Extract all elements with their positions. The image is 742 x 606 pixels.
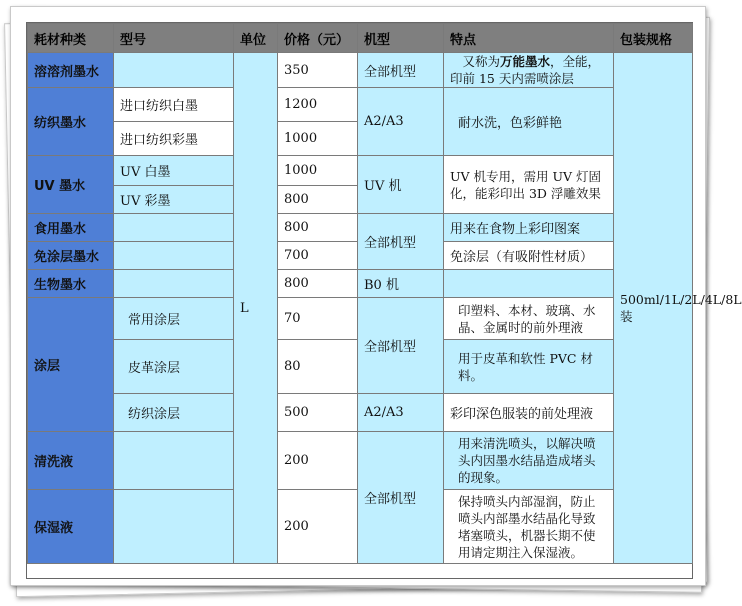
machine-cell: 全部机型 <box>358 432 444 564</box>
header-price: 价格（元） <box>278 24 358 53</box>
table-row <box>28 88 693 122</box>
model-cell <box>114 490 234 564</box>
price-cell: 700 <box>278 242 358 270</box>
model-cell <box>114 53 234 88</box>
model-cell: 进口纺织白墨 <box>114 88 234 122</box>
table-row <box>28 270 693 298</box>
category-cell: 食用墨水 <box>28 214 114 242</box>
category-cell: 免涂层墨水 <box>28 242 114 270</box>
category-cell: UV 墨水 <box>28 156 114 214</box>
model-cell: UV 彩墨 <box>114 186 234 214</box>
table-row <box>28 298 693 340</box>
price-cell: 350 <box>278 53 358 88</box>
table-row <box>28 214 693 242</box>
header-machine: 机型 <box>358 24 444 53</box>
category-cell: 涂层 <box>28 298 114 432</box>
price-cell: 70 <box>278 298 358 340</box>
price-cell: 1200 <box>278 88 358 122</box>
feature-cell: 耐水洗，色彩鲜艳 <box>444 88 614 156</box>
machine-cell: A2/A3 <box>358 88 444 156</box>
machine-cell: 全部机型 <box>358 298 444 394</box>
header-category: 耗材种类 <box>28 24 114 53</box>
category-cell: 溶溶剂墨水 <box>28 53 114 88</box>
feature-cell <box>444 53 614 88</box>
model-cell <box>114 270 234 298</box>
price-cell: 1000 <box>278 122 358 156</box>
table-header-row <box>28 24 693 53</box>
table-row <box>28 432 693 490</box>
feature-cell: UV 机专用，需用 UV 灯固化，能彩印出 3D 浮雕效果 <box>444 156 614 214</box>
price-cell: 800 <box>278 214 358 242</box>
price-cell: 500 <box>278 394 358 432</box>
machine-cell: UV 机 <box>358 156 444 214</box>
price-cell: 1000 <box>278 156 358 186</box>
machine-cell: B0 机 <box>358 270 444 298</box>
feature-text: 又称为 <box>462 54 501 69</box>
price-cell: 800 <box>278 270 358 298</box>
category-cell: 清洗液 <box>28 432 114 490</box>
feature-text: ，全能，印前 15 天内需喷涂层 <box>450 54 601 86</box>
feature-cell: 保持喷头内部湿润，防止喷头内部墨水结晶化导致堵塞喷头，机器长期不使用请定期注入保湿液。 <box>444 490 614 564</box>
model-cell <box>114 214 234 242</box>
price-cell: 80 <box>278 340 358 394</box>
feature-cell: 用来在食物上彩印图案 <box>444 214 614 242</box>
feature-cell <box>444 270 614 298</box>
model-cell <box>114 432 234 490</box>
machine-cell: A2/A3 <box>358 394 444 432</box>
category-cell: 纺织墨水 <box>28 88 114 156</box>
consumables-table-frame <box>26 22 742 579</box>
table-row <box>28 394 693 432</box>
table-row <box>28 53 693 88</box>
header-unit: 单位 <box>234 24 278 53</box>
model-cell: UV 白墨 <box>114 156 234 186</box>
table-row <box>28 156 693 186</box>
price-cell: 200 <box>278 432 358 490</box>
price-cell: 200 <box>278 490 358 564</box>
model-cell: 常用涂层 <box>114 298 234 340</box>
consumables-table <box>27 23 742 564</box>
header-model: 型号 <box>114 24 234 53</box>
price-cell: 800 <box>278 186 358 214</box>
header-packaging: 包装规格 <box>614 24 693 53</box>
machine-cell: 全部机型 <box>358 53 444 88</box>
machine-cell: 全部机型 <box>358 214 444 270</box>
model-cell: 纺织涂层 <box>114 394 234 432</box>
model-cell: 皮革涂层 <box>114 340 234 394</box>
category-cell: 保湿液 <box>28 490 114 564</box>
feature-cell: 印塑料、本材、玻璃、水晶、金属时的前外理液 <box>444 298 614 340</box>
feature-bold-text: 万能墨水 <box>500 54 551 69</box>
feature-cell: 用于皮革和软性 PVC 材料。 <box>444 340 614 394</box>
feature-cell: 彩印深色服装的前处理液 <box>444 394 614 432</box>
model-cell <box>114 242 234 270</box>
feature-cell: 用来清洗喷头，以解决喷头内因墨水结晶造成堵头的现象。 <box>444 432 614 490</box>
header-feature: 特点 <box>444 24 614 53</box>
category-cell: 生物墨水 <box>28 270 114 298</box>
packaging-cell: 500ml/1L/2L/4L/8L 装 <box>614 53 693 564</box>
feature-cell: 免涂层（有吸附性材质） <box>444 242 614 270</box>
model-cell: 进口纺织彩墨 <box>114 122 234 156</box>
unit-cell: L <box>234 53 278 564</box>
